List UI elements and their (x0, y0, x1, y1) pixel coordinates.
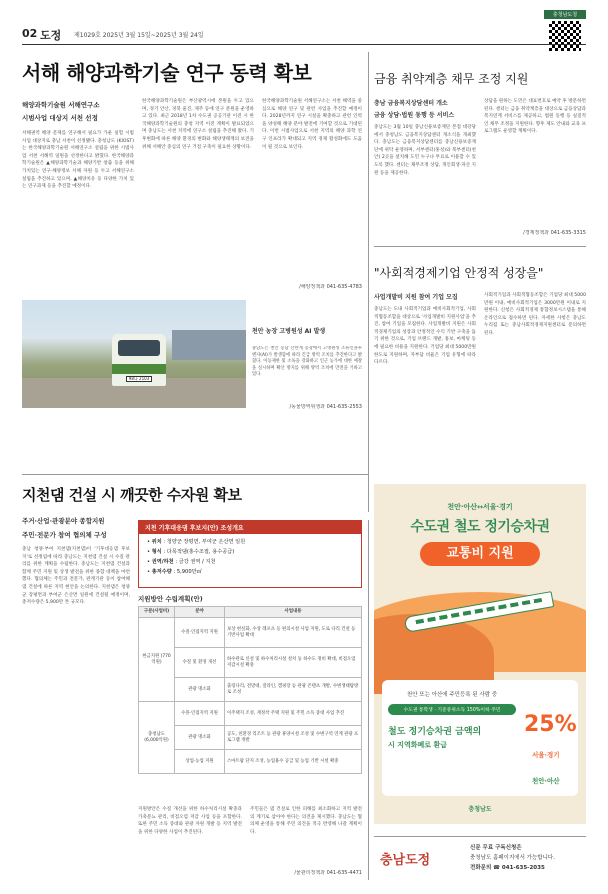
article-credit: /경제정책과 041-635-3315 (523, 230, 586, 236)
infobox-row: • 위치 : 청양군 장평면, 부여군 은산면 일원 (147, 539, 246, 545)
page-number: 02 (22, 27, 38, 40)
table-cell: 수질 및 환경 개선 (175, 648, 225, 678)
footer-text: 전화문의 ☎ 041-635-2035 (470, 865, 545, 871)
article-title: "사회적경제기업 안정적 성장을" (374, 266, 544, 280)
ad-headline: 수도권 철도 정기승차권 (410, 519, 550, 535)
table-cell: 스마트팜 단지 조성, 농업용수 공급 및 농업 기반 시설 확충 (225, 750, 362, 774)
caption-title: 천안 농장 고병원성 AI 발생 (252, 328, 326, 335)
article-subtitle: 시범사업 대상지 서천 선정 (22, 114, 98, 122)
qr-code-icon (549, 21, 581, 51)
article-subtitle: 사업개발비 지원 참여 기업 모집 (374, 294, 458, 301)
infobox-row: • 총저수량 : 5,900만㎥ (147, 569, 202, 575)
ad-text: 수도권 통학생 · 기준중위소득 150%이하 주민 (388, 704, 516, 715)
section-name: 도정 (40, 29, 62, 42)
ad-line1: 천안·아산↔서울·경기 (447, 503, 513, 511)
footer-text: 신문 무료 구독신청은 (470, 845, 522, 851)
article-subtitle: 주민·전문가 참여 협의체 구성 (22, 531, 107, 539)
ad-small: 시 지역화폐로 환급 (388, 741, 447, 749)
ad-big-text: 철도 정기승차권 금액의 (388, 727, 482, 737)
article-body: 한국해양과학기술원 서해연구소는 서천 해역을 중심으로 해양 연구 및 관련 사업을 추진할 예정이다. 2028년까지 연구 시설을 확충하고 관련 인력을 양성해 해양 분야 발전에 기여할 것으로 기대된다. 이번 시범사업으로 서천 지역의 해양 과학 연구 인프라가 확대되고 지역 경제 활성화에도 도움이 될 것으로 보인다. (262, 99, 362, 150)
article-credit: /해양정책과 041-635-4783 (299, 284, 362, 290)
logo-label: 충청남도청 (544, 10, 586, 19)
article-title: 금융 취약계층 채무 조정 지원 (374, 72, 529, 86)
table-cell: 공도, 친환경 리조트 등 관광 휴양시설 조성 및 수변구역 연계 관광 프로그램 개발 (225, 726, 362, 750)
table-header: 구분(사업비) (139, 607, 175, 618)
ad-percent: 25% (524, 712, 577, 737)
dam-overview-box (138, 520, 362, 588)
article-body: 주민들은 댐 건설로 인한 피해를 최소화하고 지역 발전의 계기로 삼아야 한다는 의견을 제시했다. 충남도는 협의체 운영을 통해 주민 의견을 적극 반영해 나갈 계획이다. (250, 807, 362, 835)
table-cell: 관광 명소화 (175, 678, 225, 702)
table-cell: 하수관로 신설 및 하수처리시설 설치 등 하수도 정비 확대, 비점오염 저감시설 확충 (225, 648, 362, 678)
article-body: 충남도는 도내 사회적기업과 예비사회적기업, 사회적협동조합을 대상으로 '사업개발비 지원사업'을 추진, 참여 기업을 모집한다. 사업개발비 지원은 사회적경제기업의 성장과 안정적인 수익 기반 구축을 돕기 위한 것으로, 기업 브랜드 개발, 홍보, 마케팅 등에 필요한 비용을 지원한다. 기업당 최대 5000만원 한도로 지원하며, 자부담 비율은 기업 유형에 따라 다르다. (374, 307, 476, 366)
photo-building (172, 330, 246, 360)
article-body: 지원방안은 수질 개선을 위한 하수처리시설 확충과 가축분뇨 관리, 비점오염 저감 사업 등을 포함한다. 또한 주민 소득 증대와 관광 자원 개발 등 지역 발전을 위한 다양한 사업이 추진된다. (138, 807, 242, 835)
article-body: 충남도는 3월 10일 충남신용보증재단 본점 대강당에서 충청남도 금융복지상담센터 개소식을 개최했다. 충남도는 금융복지상담센터를 충남신용보증재단에 위탁 운영하며, 서부센터(홍성)와 북부센터(천안) 2곳을 설치해 도민 누구나 무료로 이용할 수 있도록 했다. 센터는 채무조정 상담, 개인회생·파산 지원 등을 제공한다. (374, 125, 476, 176)
table-cell: 수몰·인접지역 지원 (175, 702, 225, 726)
page-header (22, 12, 586, 42)
photo-ai-outbreak (22, 300, 246, 408)
ad-station: 서울·경기 (532, 751, 560, 759)
table-group: 현금지원 (770억원) (139, 618, 175, 702)
footer-logo: 충남도정 (380, 853, 431, 868)
infobox-title: 지천 기후대응댐 후보지(안) 조성개요 (139, 521, 361, 534)
ad-text: 천안 또는 아산에 주민등록 된 사람 중 (406, 692, 498, 698)
table-group: 충청남도 (6,000억원) (139, 702, 175, 774)
ad-station: 천안·아산 (532, 777, 560, 785)
footer-subscribe (374, 836, 586, 876)
table-cell: 수질·인접지역 지원 (175, 618, 225, 648)
table-cell: 상업·농업 지원 (175, 750, 225, 774)
article-body: 한국해양과학기술원은 부산광역시에 본원을 두고 있으며, 경기 안산, 경북 울진, 제주 등에 연구 분원을 운영하고 있다. 최근 2018년 1차 수도권 공공기관 이전 시 한국해양과학기술원의 충청 지역 이전 계획이 발표되었으며 충남도는 서천 지역에 연구소 설립을 추진해 왔다. 기후변화에 따른 해양 환경의 변화와 해양생태계의 보전을 위해 서해안 중심의 연구 거점 구축이 필요한 상황이다. (142, 99, 254, 150)
article-subtitle: 해양과학기술원 서해연구소 (22, 101, 100, 109)
ad-panel (382, 680, 578, 796)
table-header: 분야 (175, 607, 225, 618)
table-cell: 출렁다리, 전망대, 짚라인, 캠핑장 등 관광 콘텐츠 개발, 수변생태탐방로 조성 (225, 678, 362, 702)
article-body: 상담을 원하는 도민은 대표번호로 예약 후 방문하면 된다. 센터는 금융 취약계층을 대상으로 금융상담과 복지연계 서비스를 제공하고, 법원 동행 등 실질적인 채무 조정을 지원한다. 향후 제도 안내와 교육 프로그램도 운영할 계획이다. (484, 99, 586, 135)
caption-body: 충남도는 천안 동남 산란계 농장에서 고병원성 조류인플루엔자(AI)가 발생함에 따라 긴급 방역 조치를 추진한다고 밝혔다. 이동제한 및 소독을 강화하고 인근 농가에 대한 예찰을 실시하며 확산 방지를 위해 방역 조치에 만전을 기하고 있다. (252, 346, 362, 378)
article-body: 충남 청양·부여 지천댐(지천댐)이 '기후대응댐 후보지'로 선정됨에 따라 충남도는 지천댐 건설 시 수질 관리를 위한 계획을 수립한다. 충남도는 지천댐 건설과 함께 주민 지원 및 상생 발전을 위한 종합 대책을 마련했다. 협의체는 주민과 전문가, 관계기관 등이 참여해 댐 건설에 따른 지역 현안을 논의한다. 지천댐은 청양군 장평면과 부여군 은산면 일원에 건설될 예정이며, 총저수량은 5,900만 톤 규모다. (22, 547, 130, 606)
table-cell: 이주택지 조성, 재정착 주택 지원 및 주민 소득 증대 사업 추진 (225, 702, 362, 726)
article-subtitle: 금융 상담·법원 동행 등 서비스 (374, 112, 455, 119)
table-cell: 관광 명소화 (175, 726, 225, 750)
ad-badge: 교통비 지원 (420, 542, 540, 566)
footer-text: 충청남도 홈페이지에서 가능합니다. (470, 855, 555, 861)
photo-vehicle: 98나 2103 (112, 334, 166, 386)
table-cell: 보상 현실화, 수상 레포츠 등 편의시설 사업 지원, 도로 다리 건설 등 기반사업 확대 (225, 618, 362, 648)
infobox-row: • 권역/하천 : 금강 권역 / 지천 (147, 559, 216, 565)
table-row (139, 702, 362, 726)
table-header: 사업내용 (225, 607, 362, 618)
caption-credit: /동물방역위생과 041-635-2553 (289, 404, 362, 410)
header-logo (544, 10, 586, 52)
infobox-row: • 형식 : 다목적댐(홍수조절, 용수공급) (147, 549, 235, 555)
ad-commuter-pass (374, 484, 586, 824)
article-body: 서해권역 해양 문제를 연구해서 필요가 가운 실험 시범사업 대상지로 충남 서천이 선정됐다. 충청남도 (KIOST)는 한국해양과학기술원 서해연구소 설립을 위한 시범사업 서천 서해역 일원을 선정한다고 밝혔다. 한국해양과학기술원은 ▲해양과학기술과 해양기반 창출 등을 위해 가치있는 연구·해양정보 서해 자원 등 두고 서해연구소 설립을 추진하고 있으며, ▲해양치유 등 다양한 가치 있는 연구과제 등을 추진할 예정이다. (22, 131, 134, 190)
issue-info: 제1029호 2025년 3월 15일~2025년 3월 24일 (74, 32, 204, 39)
article-subtitle: 주거·산업·관광분야 종합지원 (22, 517, 105, 525)
table-row (139, 618, 362, 648)
article-title: 서해 해양과학기술 연구 동력 확보 (22, 61, 312, 85)
support-table-title: 지원방안 수립계획(안) (138, 595, 203, 603)
article-body: 사회적기업과 사회적협동조합은 기업당 최대 5000만원 이내, 예비사회적기업은 3000만원 이내로 지원한다. 신청은 사회적경제 통합정보시스템을 통해 온라인으로 접수하면 된다. 자세한 사항은 충남도 누리집 또는 충남사회적경제지원센터로 문의하면 된다. (484, 293, 586, 336)
article-subtitle: 충남 금융복지상담센터 개소 (374, 100, 448, 107)
ad-org: 충청남도 (468, 806, 492, 813)
article-credit: /물관리정책과 041-635-4471 (294, 870, 362, 876)
article-title: 지천댐 건설 시 깨끗한 수자원 확보 (22, 486, 242, 504)
support-table (138, 606, 362, 774)
